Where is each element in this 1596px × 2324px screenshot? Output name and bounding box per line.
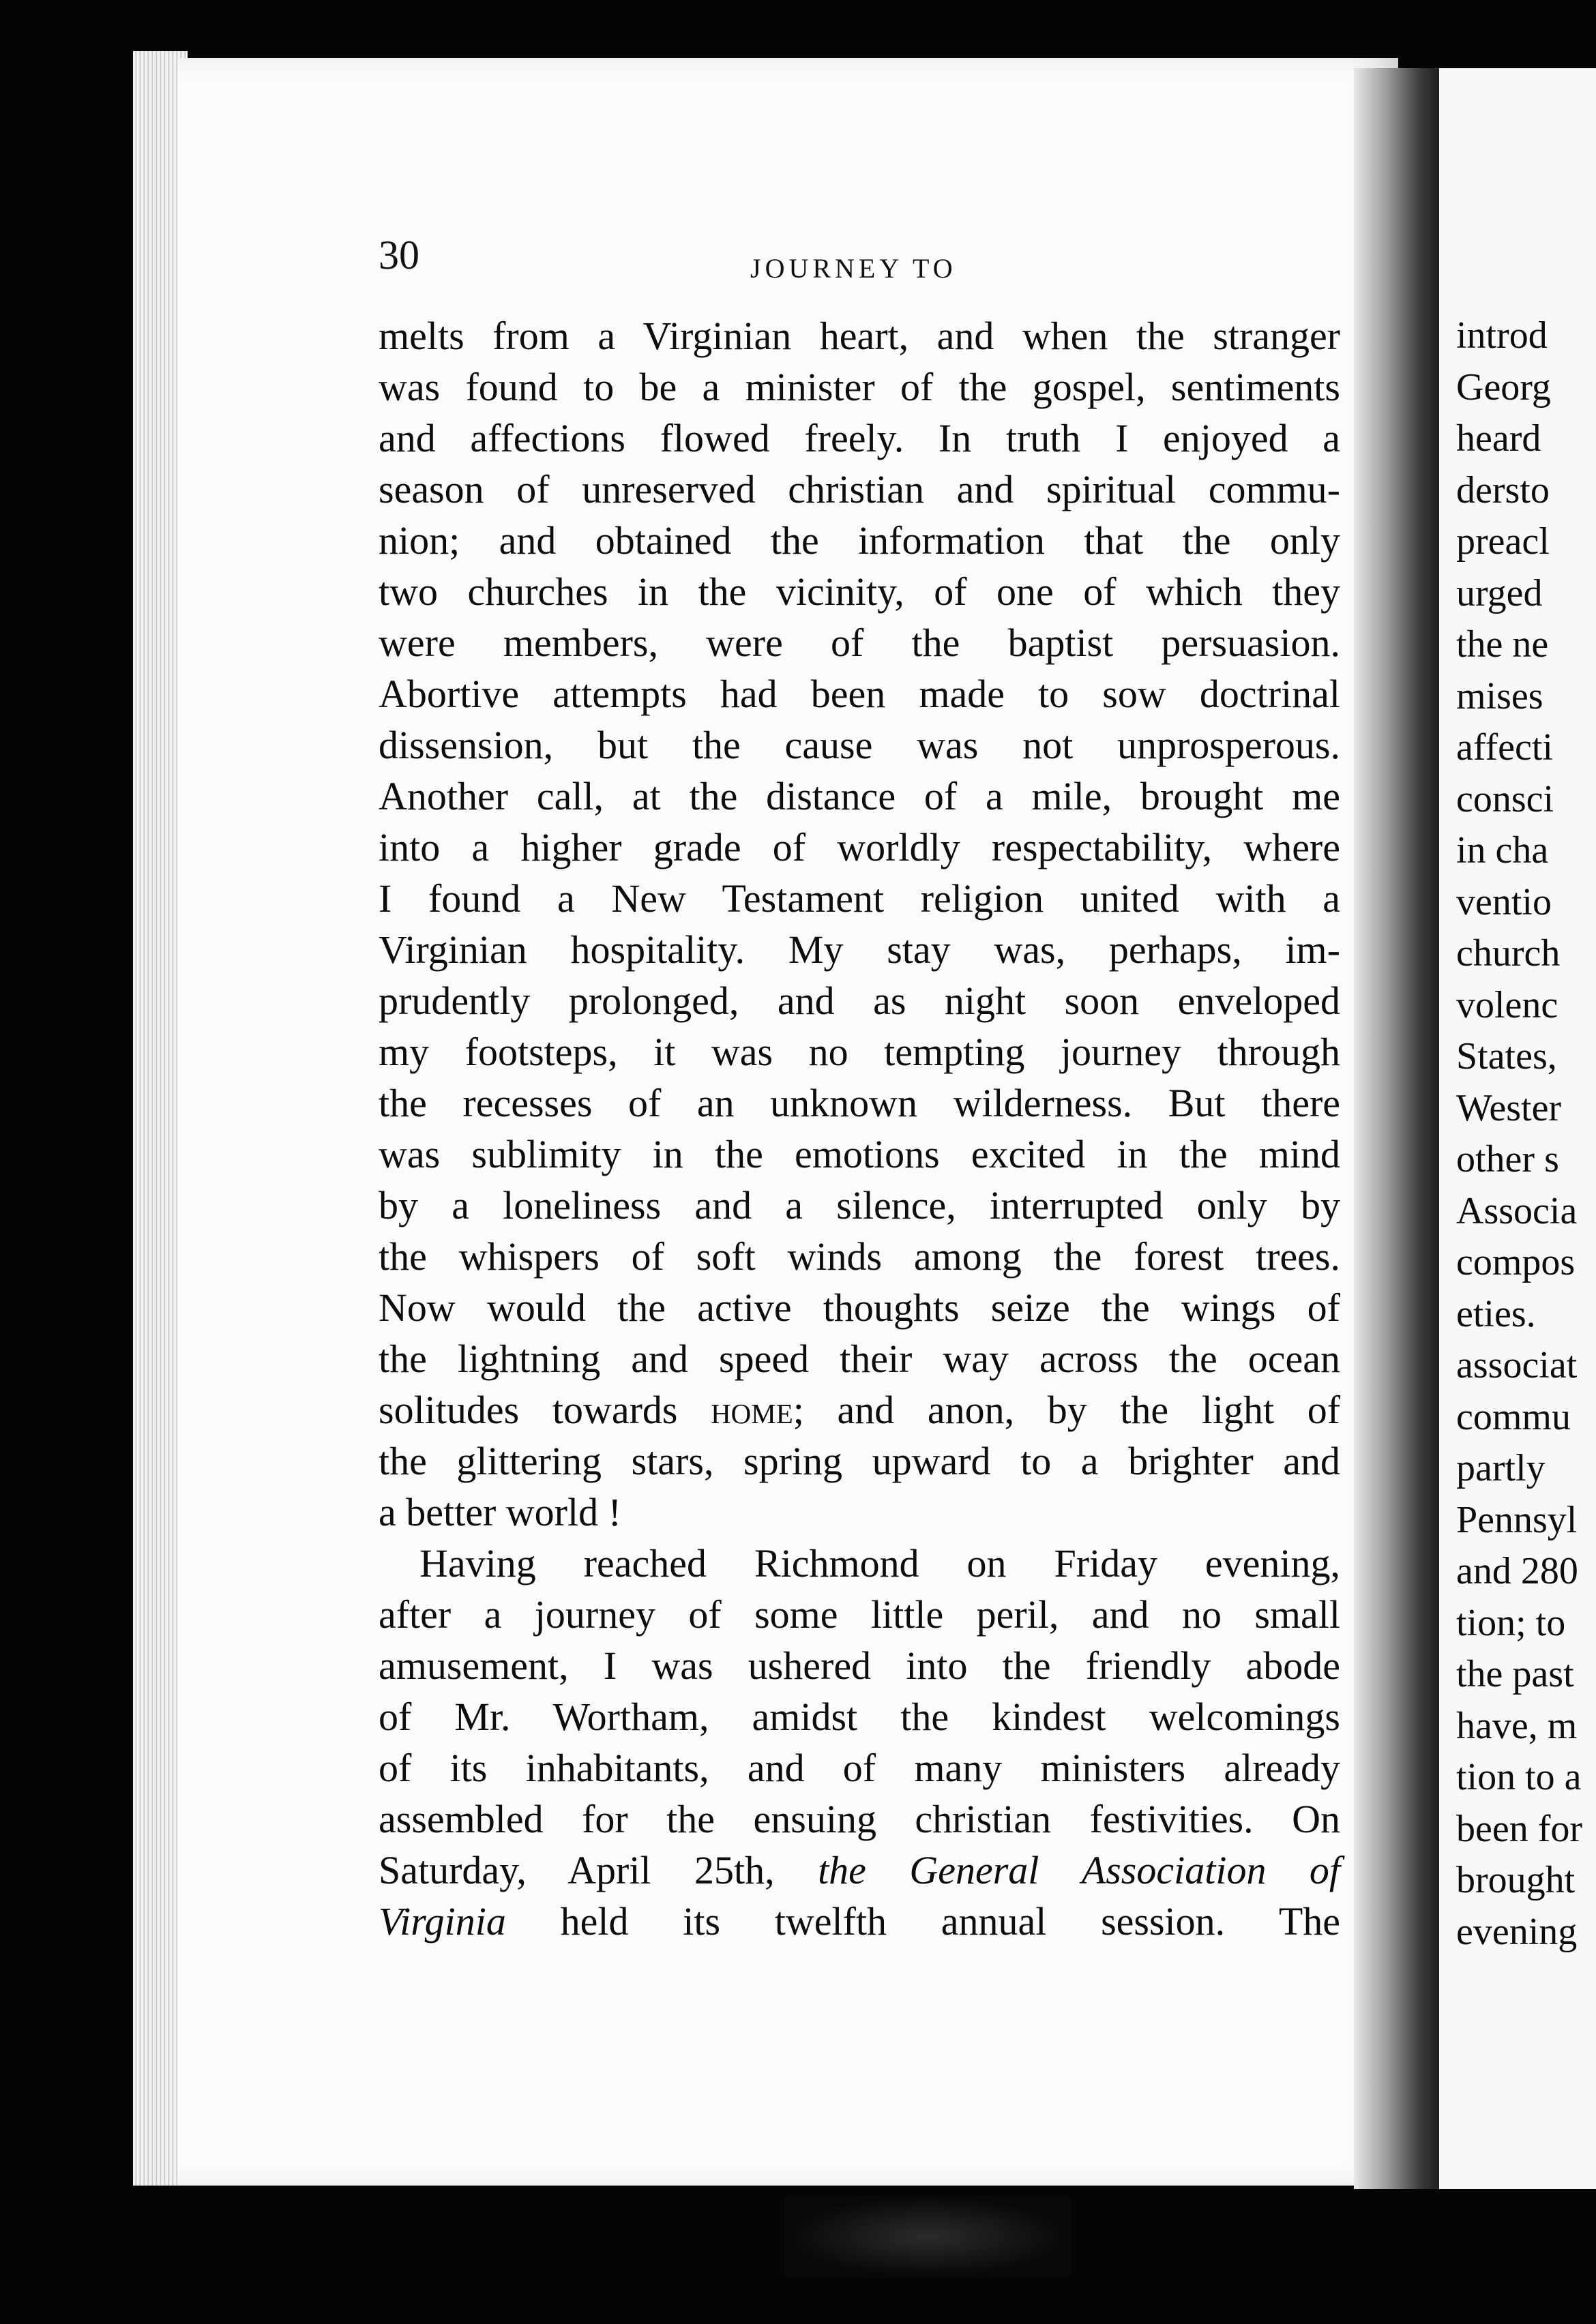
facing-line: the ne xyxy=(1456,623,1549,666)
facing-line: preacl xyxy=(1456,520,1550,563)
facing-line: tion to a xyxy=(1456,1756,1582,1798)
page-number: 30 xyxy=(379,233,419,278)
text-segment: solitudes towards xyxy=(379,1388,678,1432)
facing-page-text xyxy=(1456,310,1582,1958)
text-line: season of unreserved christian and spiritual commu- xyxy=(379,467,1340,511)
text-line: Virginian hospitality. My stay was, perhaps, im- xyxy=(379,927,1340,972)
text-line: were members, were of the baptist persuasion. xyxy=(379,621,1340,665)
text-segment: Saturday, April 25th, xyxy=(379,1848,775,1892)
facing-line: compos xyxy=(1456,1241,1576,1283)
text-line: dissension, but the cause was not unprosperous. xyxy=(379,723,1340,767)
text-line: into a higher grade of worldly respectability, where xyxy=(379,825,1340,869)
text-line: amusement, I was ushered into the friendly abode xyxy=(379,1643,1340,1688)
text-line xyxy=(379,1845,1340,1896)
facing-line: in cha xyxy=(1456,829,1549,872)
text-line: the glittering stars, spring upward to a brighter and xyxy=(379,1439,1340,1483)
body-text xyxy=(379,310,1340,1947)
facing-line: evening xyxy=(1456,1910,1578,1953)
text-line: and affections flowed freely. In truth I enjoyed a xyxy=(379,416,1340,460)
facing-line: ventio xyxy=(1456,880,1552,923)
text-line xyxy=(379,1384,1340,1435)
text-line: two churches in the vicinity, of one of which they xyxy=(379,569,1340,614)
text-line: Another call, at the distance of a mile, brought me xyxy=(379,774,1340,818)
text-line: my footsteps, it was no tempting journey through xyxy=(379,1030,1340,1074)
facing-line: other s xyxy=(1456,1138,1559,1180)
facing-line: commu xyxy=(1456,1395,1571,1438)
facing-line: consci xyxy=(1456,777,1554,820)
text-line: the recesses of an unknown wilderness. But there xyxy=(379,1081,1340,1125)
facing-line: heard xyxy=(1456,417,1541,460)
facing-line: affecti xyxy=(1456,726,1553,769)
facing-line: States, xyxy=(1456,1035,1557,1077)
text-line: nion; and obtained the information that the only xyxy=(379,518,1340,563)
text-segment: held its twelfth annual session. The xyxy=(560,1899,1340,1943)
facing-line: Pennsyl xyxy=(1456,1498,1578,1541)
facing-line: volenc xyxy=(1456,983,1558,1026)
facing-line: have, m xyxy=(1456,1704,1578,1747)
text-line: was sublimity in the emotions excited in the mind xyxy=(379,1132,1340,1176)
text-line: was found to be a minister of the gospel, sentiments xyxy=(379,365,1340,409)
text-line: melts from a Virginian heart, and when the stranger xyxy=(379,314,1340,358)
text-line: of Mr. Wortham, amidst the kindest welcomings xyxy=(379,1695,1340,1739)
facing-line: mises xyxy=(1456,674,1543,717)
facing-line: church xyxy=(1456,932,1561,974)
facing-line: Georg xyxy=(1456,366,1551,408)
text-line: Abortive attempts had been made to sow doctrinal xyxy=(379,672,1340,716)
facing-line: and 280 xyxy=(1456,1550,1578,1592)
text-line: Having reached Richmond on Friday evening, xyxy=(419,1541,1340,1585)
small-caps-word: home xyxy=(711,1388,793,1432)
text-line: the lightning and speed their way across the ocean xyxy=(379,1337,1340,1381)
text-line: prudently prolonged, and as night soon enveloped xyxy=(379,979,1340,1023)
text-line xyxy=(379,1896,1340,1947)
text-line: by a loneliness and a silence, interrupted only by xyxy=(379,1183,1340,1227)
facing-line: brought xyxy=(1456,1859,1576,1901)
facing-line: eties. xyxy=(1456,1292,1536,1335)
text-line: I found a New Testament religion united with a xyxy=(379,876,1340,921)
book-gutter xyxy=(1354,68,1449,2189)
text-line: after a journey of some little peril, and no small xyxy=(379,1592,1340,1637)
text-line: assembled for the ensuing christian festivities. On xyxy=(379,1797,1340,1841)
facing-line: Wester xyxy=(1456,1086,1562,1129)
facing-line: introd xyxy=(1456,314,1548,357)
text-line: the whispers of soft winds among the forest trees. xyxy=(379,1234,1340,1279)
facing-page xyxy=(1439,68,1596,2189)
text-segment: ; and anon, by the light of xyxy=(793,1388,1341,1432)
facing-line: partly xyxy=(1456,1447,1546,1489)
facing-line: dersto xyxy=(1456,468,1550,511)
text-line: a better world ! xyxy=(379,1490,621,1534)
facing-line: associat xyxy=(1456,1344,1578,1386)
facing-line: Associa xyxy=(1456,1189,1578,1232)
text-line: Now would the active thoughts seize the wings of xyxy=(379,1285,1340,1330)
text-line: of its inhabitants, and of many ministers already xyxy=(379,1746,1340,1790)
facing-line: tion; to xyxy=(1456,1601,1566,1644)
italic-phrase: Virginia xyxy=(379,1899,506,1943)
facing-line: been for xyxy=(1456,1807,1583,1850)
binding-shadow xyxy=(784,2196,1071,2278)
italic-phrase: the General Association of xyxy=(818,1848,1341,1892)
running-head: JOURNEY TO xyxy=(750,253,957,284)
facing-line: the past xyxy=(1456,1653,1574,1695)
facing-line: urged xyxy=(1456,571,1543,614)
